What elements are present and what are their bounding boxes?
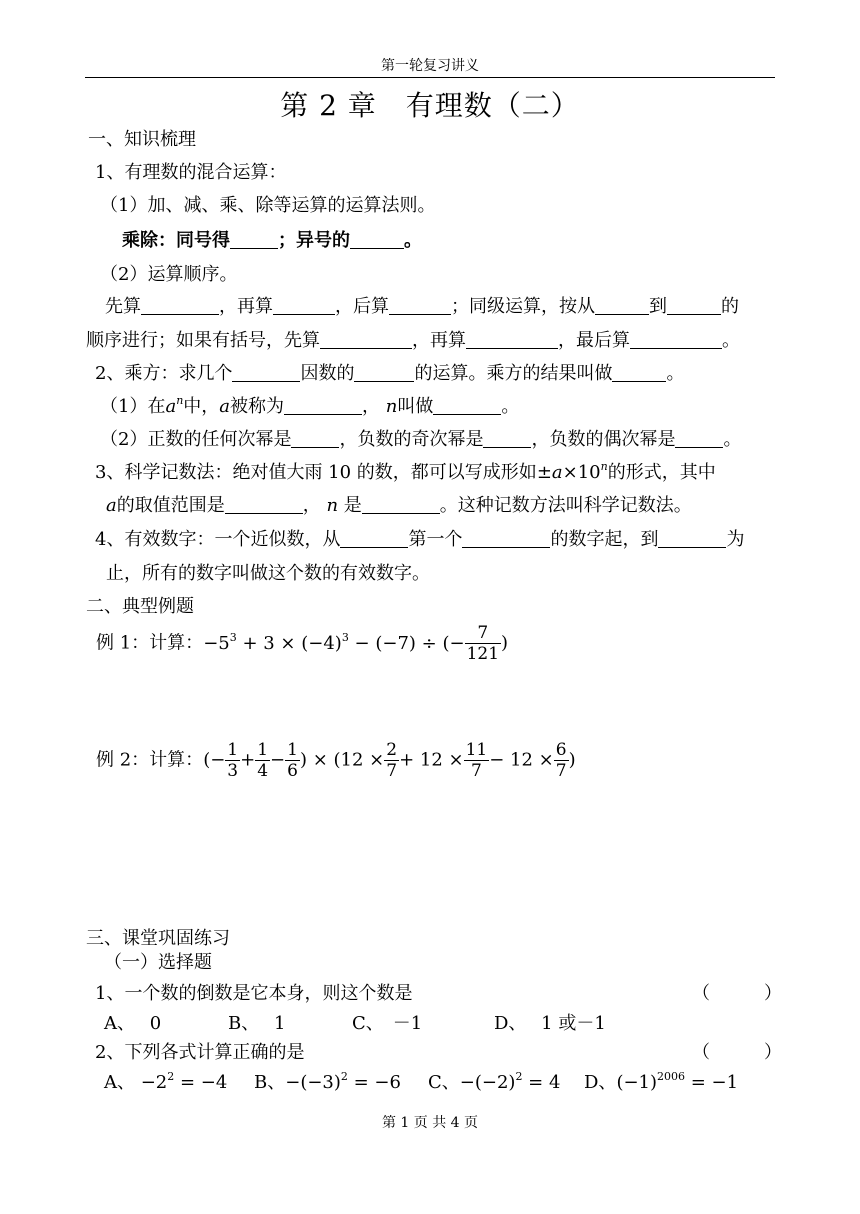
blank [232, 363, 300, 382]
knowledge-item-4: 4、有效数字：一个近似数，从 第一个 的数字起，到 为 [95, 529, 745, 550]
knowledge-item-1-1: （1）加、减、乘、除等运算的运算法则。 [100, 195, 436, 216]
scientific-notation-form: $\pm a\times 10^n$ [536, 460, 608, 483]
blank [658, 529, 726, 548]
question-2-option-a: A、 $-2^2 = -4$ [104, 1070, 228, 1093]
fraction: $\frac{1}{3}$ [227, 740, 239, 781]
knowledge-item-3-cont: a的取值范围是 ， n 是 。这种记数方法叫科学记数法。 [106, 495, 692, 516]
section-heading-knowledge: 一、知识梳理 [88, 129, 196, 150]
section-heading-practice: 三、课堂巩固练习 [86, 928, 230, 949]
answer-paren: （ ） [692, 1042, 782, 1063]
fraction: $\frac{1}{4}$ [257, 740, 269, 781]
blank [462, 529, 550, 548]
example-1: 例 1：计算：$-5^3 + 3 \times (-4)^3 - (-7)$ ÷ (− $\frac{7}{121}$ ) [96, 623, 509, 664]
blank [595, 296, 649, 315]
answer-paren: （ ） [692, 983, 782, 1004]
question-1-option-a: A、 0 [104, 1013, 162, 1034]
blank [354, 363, 414, 382]
blank [483, 429, 531, 448]
section-heading-examples: 二、典型例题 [86, 596, 194, 617]
question-2-option-d: D、$(-1)^{2006} = -1$ [584, 1070, 739, 1093]
question-2-option-b: B、$-(-3)^2 = -6$ [254, 1070, 401, 1093]
blank [466, 330, 558, 349]
knowledge-item-2: 2、乘方：求几个 因数的 的运算。乘方的结果叫做 。 [95, 363, 685, 384]
blank [225, 495, 303, 514]
fraction: $\frac{7}{121}$ [466, 623, 500, 664]
blank [612, 363, 666, 382]
blank [230, 230, 278, 249]
knowledge-item-2-2: （2）正数的任何次幂是 ，负数的奇次幂是 ，负数的偶次幂是 。 [100, 429, 742, 450]
question-1: 1、一个数的倒数是它本身，则这个数是 [95, 983, 413, 1004]
blank [284, 396, 362, 415]
subsection-multiple-choice: （一）选择题 [104, 952, 212, 973]
blank [340, 529, 408, 548]
power-notation: $a^n$ [165, 394, 184, 417]
operation-order-line-1: 先算 ，再算 ，后算 ；同级运算，按从 到 的 [105, 296, 739, 317]
blank [350, 230, 404, 249]
running-header: 第一轮复习讲义 [381, 58, 479, 74]
question-2-option-c: C、$-(-2)^2 = 4$ [428, 1070, 561, 1093]
fraction: $\frac{11}{7}$ [465, 740, 488, 781]
fraction: $\frac{1}{6}$ [287, 740, 298, 781]
blank [675, 429, 723, 448]
example-1-expression: $-5^3 + 3 \times (-4)^3 - (-7)$ ÷ (− [203, 630, 465, 654]
knowledge-item-4-cont: 止，所有的数字叫做这个数的有效数字。 [106, 563, 430, 584]
question-1-option-c: C、 －1 [352, 1013, 423, 1034]
question-1-option-b: B、 1 [228, 1013, 286, 1034]
knowledge-item-2-1: （1）在$a^n$中，a被称为 ， n叫做 。 [100, 394, 520, 417]
example-2: 例 2：计算：(− $\frac{1}{3}$ + $\frac{1}{4}$ − $\frac{1}{6}$ ) × (12 × $\frac{2}{7}$ + 12 × $\frac{11}{7}$ − 12 × $\frac{6}{7}$ ) [96, 740, 576, 781]
question-2: 2、下列各式计算正确的是 [95, 1042, 305, 1063]
knowledge-item-1: 1、有理数的混合运算： [95, 162, 287, 183]
operation-order-line-2: 顺序进行；如果有括号，先算 ，再算 ，最后算 。 [86, 330, 740, 351]
blank [433, 396, 501, 415]
blank [667, 296, 721, 315]
question-1-option-d: D、 1 或－1 [494, 1013, 606, 1034]
knowledge-item-3: 3、科学记数法：绝对值大雨 10 的数，都可以写成形如$\pm a\times 10^n$的形式，其中 [95, 460, 716, 483]
fraction: $\frac{2}{7}$ [386, 740, 398, 781]
blank [291, 429, 339, 448]
blank [141, 296, 219, 315]
blank [362, 495, 440, 514]
knowledge-item-1-2: （2）运算顺序。 [100, 264, 238, 285]
blank [389, 296, 451, 315]
header-rule [85, 77, 775, 78]
page-footer: 第 1 页 共 4 页 [381, 1115, 479, 1131]
blank [320, 330, 412, 349]
example-2-expression: (− [203, 749, 226, 771]
fraction: $\frac{6}{7}$ [555, 740, 567, 781]
chapter-title: 第 2 章 有理数（二） [280, 89, 580, 122]
blank [630, 330, 722, 349]
blank [273, 296, 335, 315]
rule-multiply-divide: 乘除：同号得 ；异号的 。 [122, 230, 422, 251]
